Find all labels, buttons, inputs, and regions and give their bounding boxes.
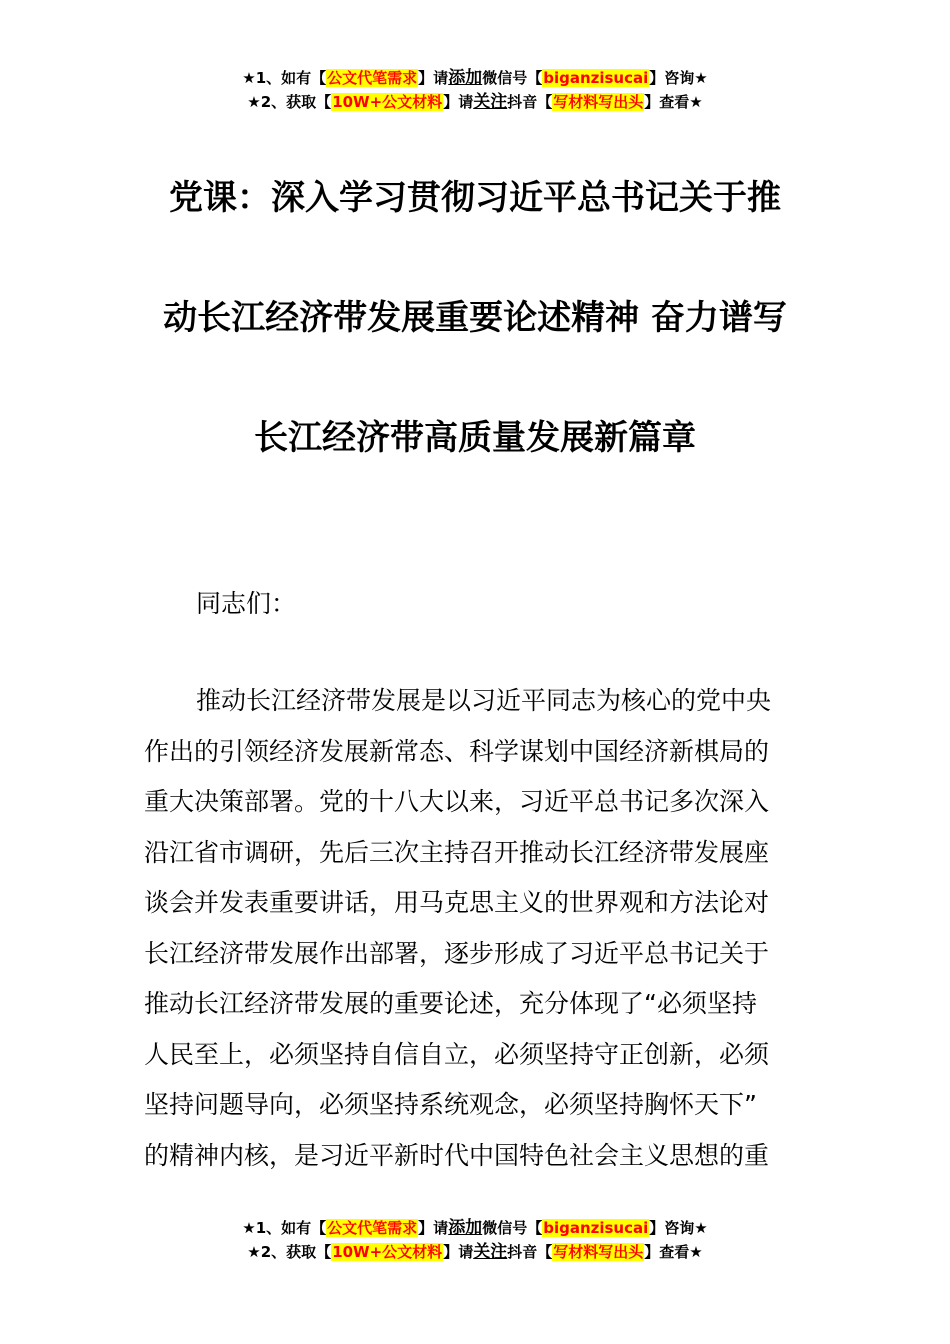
promo-text: 】咨询★: [649, 1219, 708, 1237]
body-line: 人民至上，必须坚持自信自立，必须坚持守正创新，必须: [144, 1039, 770, 1069]
promo-line-1: [0, 1216, 950, 1240]
promo-text: 微信号【: [482, 1219, 543, 1237]
promo-text: 】请: [443, 93, 474, 111]
promo-text: 】请: [443, 1243, 474, 1261]
promo-highlight: 公文代笔需求: [327, 69, 418, 87]
body-paragraph: [144, 676, 808, 1181]
body-line: 谈会并发表重要讲话，用马克思主义的世界观和方法论对: [144, 888, 770, 917]
body-line: 重大决策部署。党的十八大以来，习近平总书记多次深入: [144, 787, 770, 816]
title-line-3: 长江经济带高质量发展新篇章: [254, 418, 696, 458]
promo-text: 】查看★: [644, 93, 703, 111]
promo-douyin-id: 写材料写出头: [553, 93, 644, 111]
promo-text: ★2、获取【: [247, 1243, 332, 1261]
body-line: 的精神内核，是习近平新时代中国特色社会主义思想的重: [144, 1140, 770, 1170]
promo-text: 】请: [418, 69, 449, 87]
promo-text: 】咨询★: [649, 69, 708, 87]
promo-text: 抖音【: [507, 93, 553, 111]
body-line: 推动长江经济带发展是以习近平同志为核心的党中央: [196, 686, 772, 715]
body-line: 作出的引领经济发展新常态、科学谋划中国经济新棋局的: [144, 736, 770, 766]
promo-underline: 关注: [473, 1242, 508, 1262]
title-line-1: 党课：深入学习贯彻习近平总书记关于推: [169, 178, 781, 218]
promo-line-2: [0, 1240, 950, 1264]
promo-underline: 关注: [473, 92, 508, 112]
promo-text: 抖音【: [507, 1243, 553, 1261]
document-title: [0, 138, 950, 498]
promo-line-2: [0, 90, 950, 114]
promo-text: 】查看★: [644, 1243, 703, 1261]
promo-text: ★1、如有【: [242, 69, 327, 87]
promo-highlight: 公文代笔需求: [327, 1219, 418, 1237]
promo-underline: 添加: [448, 68, 483, 88]
promo-footer: [0, 1216, 950, 1264]
promo-wechat-id: biganzisucai: [543, 1219, 649, 1237]
body-line: 坚持问题导向，必须坚持系统观念，必须坚持胸怀天下”: [144, 1090, 757, 1119]
title-line-2: 动长江经济带发展重要论述精神 奋力谱写: [163, 298, 787, 338]
body-line: 沿江省市调研，先后三次主持召开推动长江经济带发展座: [144, 837, 770, 867]
promo-text: ★2、获取【: [247, 93, 332, 111]
promo-text: 】请: [418, 1219, 449, 1237]
promo-highlight: 10W+公文材料: [332, 93, 443, 111]
promo-wechat-id: biganzisucai: [543, 69, 649, 87]
body-line: 长江经济带发展作出部署，逐步形成了习近平总书记关于: [144, 938, 770, 968]
salutation: 同志们：: [196, 589, 297, 618]
promo-underline: 添加: [448, 1218, 483, 1238]
promo-line-1: [0, 66, 950, 90]
promo-text: 微信号【: [482, 69, 543, 87]
promo-text: ★1、如有【: [242, 1219, 327, 1237]
body-line: 推动长江经济带发展的重要论述，充分体现了“必须坚持: [144, 989, 757, 1018]
promo-douyin-id: 写材料写出头: [553, 1243, 644, 1261]
promo-highlight: 10W+公文材料: [332, 1243, 443, 1261]
promo-header: [0, 66, 950, 114]
